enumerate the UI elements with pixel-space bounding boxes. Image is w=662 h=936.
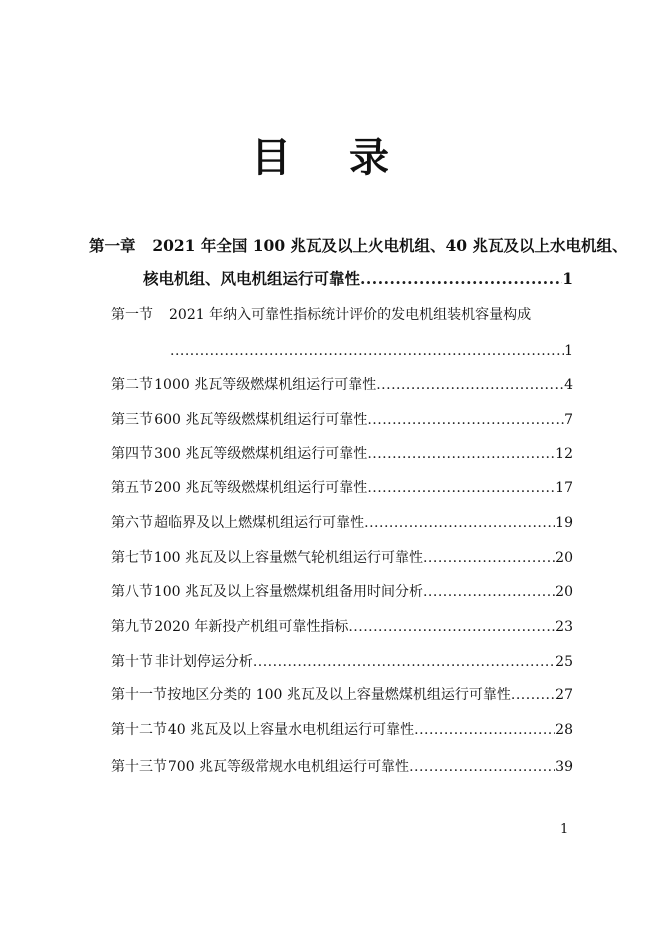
toc-entry-section-11[interactable] <box>111 685 573 705</box>
chapter-title-line1: 2021 年全国 100 兆瓦及以上火电机组、40 兆瓦及以上水电机组、 <box>152 236 628 255</box>
section-label: 第三节 <box>111 412 153 428</box>
toc-entry-section-7[interactable] <box>111 548 573 568</box>
toc-title: 目 录 <box>251 134 411 181</box>
section-page: 39 <box>555 759 573 775</box>
section-title: 超临界及以上燃煤机组运行可靠性 <box>154 515 365 531</box>
section-leader <box>367 478 555 498</box>
section-label: 第四节 <box>111 446 153 462</box>
section-title: 200 兆瓦等级燃煤机组运行可靠性 <box>154 480 368 496</box>
section-leader <box>423 548 555 568</box>
section-page: 19 <box>555 515 573 531</box>
toc-entry-section-5[interactable] <box>111 478 573 498</box>
section-leader <box>253 652 555 672</box>
section-label: 第五节 <box>111 480 153 496</box>
section-title: 40 兆瓦及以上容量水电机组运行可靠性 <box>167 722 415 738</box>
section-page: 28 <box>555 722 573 738</box>
section-page: 20 <box>555 550 573 566</box>
toc-entry-section-6[interactable] <box>111 513 573 533</box>
section-title: 2021 年纳入可靠性指标统计评价的发电机组装机容量构成 <box>169 307 532 323</box>
section-leader <box>170 341 564 361</box>
section-page: 7 <box>564 412 573 428</box>
chapter-heading-cont[interactable] <box>143 269 573 289</box>
section-leader <box>367 410 564 430</box>
section-label: 第十二节 <box>111 722 167 738</box>
section-page: 4 <box>564 377 573 393</box>
footer-page-number: 1 <box>560 822 569 837</box>
section-title: 700 兆瓦等级常规水电机组运行可靠性 <box>167 759 410 775</box>
section-label: 第六节 <box>111 515 153 531</box>
section-page: 25 <box>555 654 573 670</box>
section-page: 17 <box>555 480 573 496</box>
section-page: 23 <box>555 619 573 635</box>
toc-entry-section-10[interactable] <box>111 652 573 672</box>
toc-entry-section-12[interactable] <box>111 720 573 740</box>
chapter-heading <box>89 236 627 256</box>
section-page: 1 <box>564 343 573 359</box>
section-leader <box>348 617 555 637</box>
section-title: 1000 兆瓦等级燃煤机组运行可靠性 <box>154 377 377 393</box>
section-label: 第十三节 <box>111 759 167 775</box>
chapter-leader <box>360 269 562 289</box>
section-title: 非计划停运分析 <box>154 654 253 670</box>
section-leader <box>423 582 555 602</box>
section-label: 第十节 <box>111 654 153 670</box>
toc-entry-section-8[interactable] <box>111 582 573 602</box>
section-leader <box>364 513 555 533</box>
section-label: 第八节 <box>111 584 153 600</box>
toc-entry-section-1[interactable] <box>111 305 573 325</box>
section-leader <box>414 720 555 740</box>
toc-entry-section-9[interactable] <box>111 617 573 637</box>
section-page: 12 <box>555 446 573 462</box>
toc-entry-section-13[interactable] <box>111 757 573 777</box>
section-label: 第九节 <box>111 619 153 635</box>
section-title: 100 兆瓦及以上容量燃煤机组备用时间分析 <box>153 584 423 600</box>
toc-entry-section-3[interactable] <box>111 410 573 430</box>
chapter-label: 第一章 <box>89 236 136 255</box>
chapter-title-line2: 核电机组、风电机组运行可靠性 <box>143 269 361 288</box>
section-title: 300 兆瓦等级燃煤机组运行可靠性 <box>154 446 368 462</box>
section-title: 100 兆瓦及以上容量燃气轮机组运行可靠性 <box>153 550 423 566</box>
toc-entry-section-4[interactable] <box>111 444 573 464</box>
toc-entry-section-2[interactable] <box>111 375 573 395</box>
section-page: 20 <box>555 584 573 600</box>
section-leader <box>376 375 564 395</box>
section-title: 600 兆瓦等级燃煤机组运行可靠性 <box>154 412 368 428</box>
section-title: 2020 年新投产机组可靠性指标 <box>154 619 349 635</box>
section-leader <box>409 757 555 777</box>
toc-entry-section-1-cont[interactable] <box>170 341 573 361</box>
section-label: 第二节 <box>111 377 153 393</box>
section-label: 第七节 <box>111 550 153 566</box>
section-page: 27 <box>555 687 573 703</box>
section-label: 第一节 <box>111 307 153 323</box>
section-label: 第十一节 <box>111 687 167 703</box>
section-leader <box>367 444 555 464</box>
section-title: 按地区分类的 100 兆瓦及以上容量燃煤机组运行可靠性 <box>167 687 511 703</box>
section-leader <box>511 685 555 705</box>
chapter-page: 1 <box>562 269 573 288</box>
